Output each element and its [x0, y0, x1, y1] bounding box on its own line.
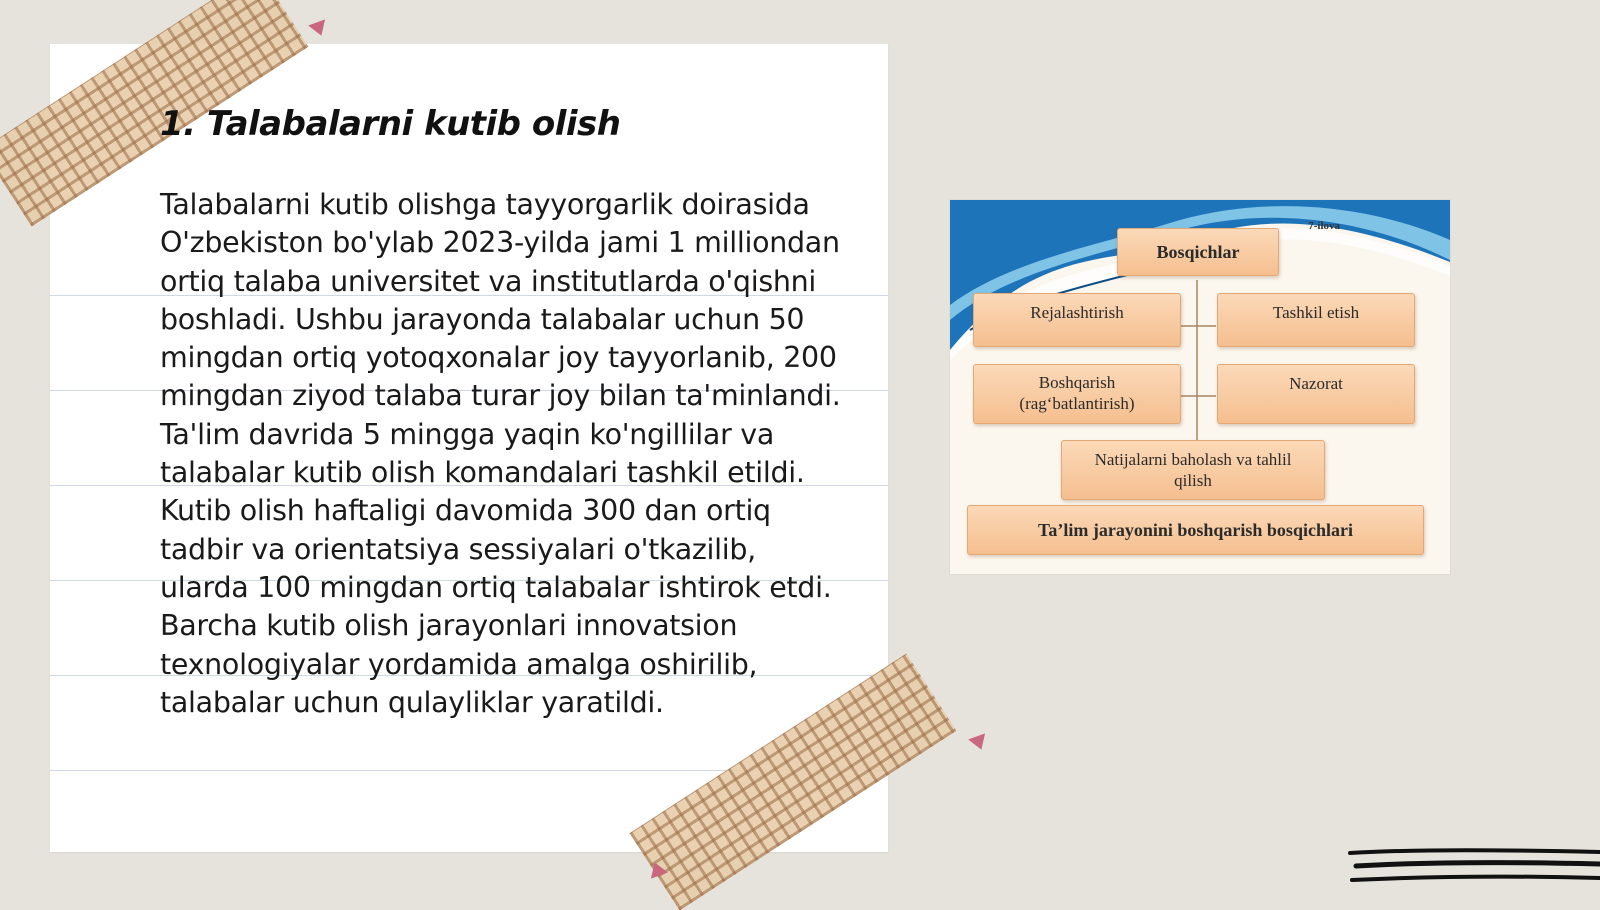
slide-body-text: Talabalarni kutib olishga tayyorgarlik doirasida O'zbekiston bo'ylab 2023-yilda jami 1 milliondan ortiq talaba universitet va institutlarda o'qishni boshladi. Ushbu jarayonda talabalar uchun 50 mingdan ortiq yotoqxonalar joy tayyorlanib, 200 mingdan ziyod talaba turar joy bilan ta'minlandi. Ta'lim davrida 5 mingga yaqin ko'ngillilar va talabalar kutib olish komandalari tashkil etildi. Kutib olish haftaligi davomida 300 dan ortiq tadbir va orientatsiya sessiyalari o'tkazilib, ularda 100 mingdan ortiq talabalar ishtirok etdi. Barcha kutib olish jarayonlari innovatsion texnologiyalar yordamida amalga oshirilib, talabalar uchun qulayliklar yaratildi. — [160, 188, 841, 719]
stage-box-control — [1217, 364, 1415, 424]
stages-diagram-image — [950, 200, 1450, 574]
diagram-caption: Ta’lim jarayonini boshqarish bosqichlari — [1038, 519, 1353, 540]
stage-box-manage — [973, 364, 1181, 424]
slide-title: 1. Talabalarni kutib olish — [160, 104, 621, 144]
stage-label: Natijalarni baholash va tahlil — [1094, 450, 1292, 469]
stage-label: Rejalashtirish — [1030, 303, 1124, 322]
brush-stripes-decoration — [1348, 848, 1600, 892]
diagram-header-box — [1117, 228, 1279, 276]
stage-label: Tashkil etish — [1272, 303, 1360, 322]
figure-corner-label: 7-ilova — [1308, 220, 1340, 232]
stage-box-plan — [973, 293, 1181, 347]
diagram-caption-box — [967, 505, 1424, 555]
diagram-header-text: Bosqichlar — [1156, 241, 1240, 262]
stage-box-evaluate — [1061, 440, 1325, 500]
stage-box-organize — [1217, 293, 1415, 347]
pin-icon — [968, 733, 990, 752]
pin-icon — [308, 19, 330, 38]
stage-label: qilish — [1174, 471, 1212, 490]
stage-label: Nazorat — [1289, 374, 1343, 393]
stage-label: Boshqarish — [1038, 373, 1116, 392]
stage-label: (rag‘batlantirish) — [1019, 394, 1135, 413]
